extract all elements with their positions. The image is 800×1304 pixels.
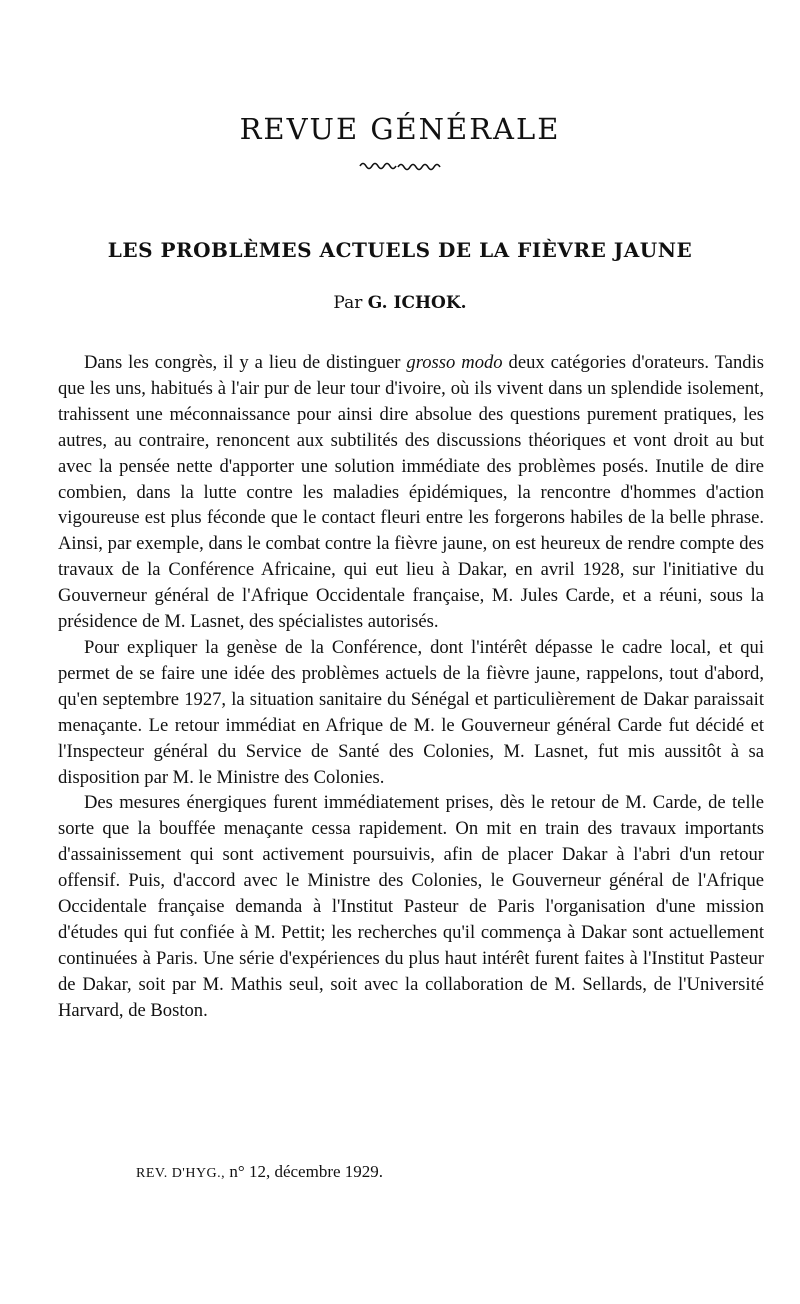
paragraph-1-text-start: Dans les congrès, il y a lieu de distinguer — [84, 352, 407, 373]
paragraph-3: Des mesures énergiques furent immédiatement prises, dès le retour de M. Carde, de telle sorte que la bouffée menaçante cessa rapidement. On mit en train des travaux importants d'assainissement qui sont activement poursuivis, afin de placer Dakar à l'abri d'un retour offensif. Puis, d'accord avec le Ministre des Colonies, le Gouverneur général de l'Afrique Occidentale française demanda à l'Institut Pasteur de Paris l'organisation d'une mission d'études qui fut confiée à M. Pettit; les recherches qu'il commença à Dakar sont actuellement continuées à Paris. Une série d'expériences du plus haut intérêt furent faites à l'Institut Pasteur de Dakar, soit par M. Mathis seul, soit avec la collaboration de M. Sellards, de l'Université Harvard, de Boston. — [58, 792, 764, 1021]
paragraph-1-text-end: deux catégories d'orateurs. Tandis que les uns, habitués à l'air pur de leur tour d'ivoire, où ils vivent dans un splendide isolement, trahissent une méconnaissance pour ainsi dire absolue des questions purement pratiques, les autres, au contraire, renoncent aux subtilités des discussions théoriques et vont droit au but avec la pensée nette d'apporter une solution immédiate des problèmes posés. Inutile de dire combien, dans la lutte contre les maladies épidémiques, la rencontre d'hommes d'action vigoureuse est plus féconde que le contact fleuri entre les forgerons habiles de la belle phrase. Ainsi, par exemple, dans le combat contre la fièvre jaune, on est heureux de rendre compte des travaux de la Conférence Africaine, qui eut lieu à Dakar, en avril 1928, sur l'initiative du Gouverneur général de l'Afrique Occidentale française, M. Jules Carde, et a réuni, sous la présidence de M. Lasnet, des spécialistes autorisés. — [58, 352, 764, 633]
journal-abbreviation: REV. D'HYG., — [136, 1166, 226, 1181]
paragraph-2: Pour expliquer la genèse de la Conférence, dont l'intérêt dépasse le cadre local, et qui permet de se faire une idée des problèmes actuels de la fièvre jaune, rappelons, tout d'abord, qu'en septembre 1927, la situation sanitaire du Sénégal et particulièrement de Dakar paraissait menaçante. Le retour immédiat en Afrique de M. le Gouverneur général Carde fut décidé et l'Inspecteur général du Service de Santé des Colonies, M. Lasnet, fut mis aussitôt à sa disposition par M. le Ministre des Colonies. — [58, 636, 764, 788]
byline — [0, 293, 800, 313]
section-title: REVUE GÉNÉRALE — [239, 112, 561, 146]
paragraph-1-italic-term: grosso modo — [406, 352, 503, 373]
paragraph-1 — [58, 350, 764, 635]
author-name: G. ICHOK. — [367, 293, 467, 313]
byline-prefix: Par — [333, 293, 363, 313]
journal-issue: n° 12, décembre 1929. — [229, 1162, 384, 1181]
article-title: LES PROBLÈMES ACTUELS DE LA FIÈVRE JAUNE — [107, 238, 693, 262]
wavy-line-ornament-icon — [358, 160, 442, 172]
article-body — [58, 350, 764, 1024]
journal-footer — [136, 1162, 383, 1182]
